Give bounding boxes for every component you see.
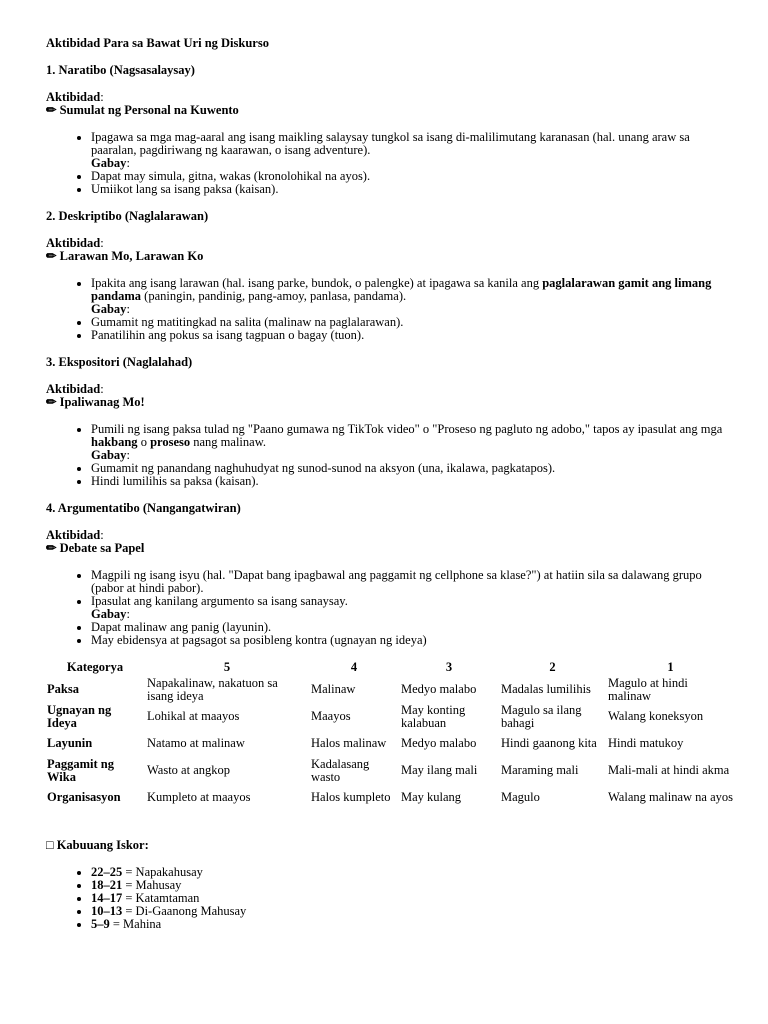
activity-list [46,569,736,647]
table-header-row [45,659,735,676]
section-heading: 3. Ekspositori (Naglalahad) [46,355,193,369]
list-item: • Pumili ng isang paksa tulad ng "Paano gumawa ng TikTok video" o "Proseso ng pagluto ng adobo," tapos ay ipasulat ang mga hakbang o proseso nang malinaw. Gabay: [91,423,736,462]
list-item: • Dapat may simula, gitna, wakas (kronolohikal na ayos). [91,170,736,183]
table-cell: Walang koneksyon [608,709,704,724]
table-cell: May kulang [401,790,462,805]
list-item: • Gumamit ng matitingkad na salita (malinaw na paglalarawan). [91,316,736,329]
kabuuang-iskor-heading: □ Kabuuang Iskor: [46,838,149,852]
column-header: 2 [549,660,556,675]
list-item: • Umiikot lang sa isang paksa (kaisan). [91,183,736,196]
list-item: • Dapat malinaw ang panig (layunin). [91,621,736,634]
activity-title: ✏ Sumulat ng Personal na Kuwento [46,103,239,117]
table-cell: Magulo [501,790,540,805]
table-cell: Magulo sa ilang bahagi [501,703,582,730]
table-cell: Medyo malabo [401,682,477,697]
list-item: • Panatilihin ang pokus sa isang tagpuan o bagay (tuon). [91,329,736,342]
list-item: • 10–13 = Di-Gaanong Mahusay [91,905,736,918]
table-cell: Maayos [311,709,351,724]
table-row [45,757,735,784]
list-item: • Magpili ng isang isyu (hal. "Dapat bang ipagbawal ang paggamit ng cellphone sa klase?") at hatiin sila sa dalawang grupo (pabor at hindi pabor). [91,569,736,595]
table-cell: Kumpleto at maayos [147,790,251,805]
list-item: • 22–25 = Napakahusay [91,866,736,879]
aktibidad-label: Aktibidad: [46,236,104,250]
section-ekspositori [46,356,736,488]
aktibidad-label: Aktibidad: [46,90,104,104]
table-cell: Malinaw [311,682,356,697]
table-cell: Layunin [47,736,93,751]
table-cell: Paggamit ng Wika [47,757,115,784]
table-cell: Medyo malabo [401,736,477,751]
list-item: • Hindi lumilihis sa paksa (kaisan). [91,475,736,488]
list-item: • Ipasulat ang kanilang argumento sa isang sanaysay. Gabay: [91,595,736,621]
aktibidad-label: Aktibidad: [46,528,104,542]
column-header: 5 [223,660,231,675]
table-cell: Napakalinaw, nakatuon sa isang ideya [147,676,278,703]
section-heading: 4. Argumentatibo (Nangangatwiran) [46,501,241,515]
table-cell: Hindi gaanong kita [501,736,597,751]
pencil-icon: ✏ [46,249,57,263]
column-header: 1 [667,660,674,675]
table-cell: Hindi matukoy [608,736,684,751]
table-row [45,784,735,811]
list-item: • Ipakita ang isang larawan (hal. isang parke, bundok, o palengke) at ipagawa sa kanila ang paglalarawan gamit ang limang pandama (paningin, pandinig, pang-amoy, panlasa, pandama). Gabay: [91,277,736,316]
pencil-icon: ✏ [46,541,57,555]
table-cell: Magulo at hindi malinaw [608,676,688,703]
pencil-icon: ✏ [46,103,57,117]
table-cell: Halos malinaw [311,736,387,751]
section-argumentatibo [46,502,736,647]
table-row [45,703,735,730]
activity-title: ✏ Larawan Mo, Larawan Ko [46,249,204,263]
table-cell: Walang malinaw na ayos [608,790,733,805]
table-cell: Natamo at malinaw [147,736,245,751]
section-heading: 1. Naratibo (Nagsasalaysay) [46,63,195,77]
section-naratibo [46,64,736,196]
table-cell: Kadalasang wasto [311,757,370,784]
checkbox-glyph-icon: □ [46,838,54,852]
table-cell: Lohikal at maayos [147,709,240,724]
column-header: Kategorya [66,660,124,675]
column-header: 3 [445,660,453,675]
table-cell: May konting kalabuan [401,703,466,730]
list-item: • 14–17 = Katamtaman [91,892,736,905]
list-item: • Ipagawa sa mga mag-aaral ang isang maikling salaysay tungkol sa isang di-malilimutang karanasan (hal. unang araw sa paaralan, pagdiriwang ng kaarawan, o isang adventure). Gabay: [91,131,736,170]
table-row [45,676,735,703]
list-item: • 18–21 = Mahusay [91,879,736,892]
table-cell: Halos kumpleto [311,790,391,805]
activity-title: ✏ Ipaliwanag Mo! [46,395,145,409]
activity-list [46,423,736,488]
table-cell: Madalas lumilihis [501,682,591,697]
list-item: • 5–9 = Mahina [91,918,736,931]
rubric-table [45,659,735,811]
document-title: Aktibidad Para sa Bawat Uri ng Diskurso [46,36,269,50]
table-cell: Paksa [47,682,79,697]
section-heading: 2. Deskriptibo (Naglalarawan) [46,209,209,223]
aktibidad-label: Aktibidad: [46,382,104,396]
list-item: • Gumamit ng panandang naghuhudyat ng sunod-sunod na aksyon (una, ikalawa, pagkatapos). [91,462,736,475]
table-cell: Maraming mali [501,763,579,778]
column-header: 4 [350,660,358,675]
table-cell: Ugnayan ng Ideya [47,703,112,730]
table-row [45,730,735,757]
table-cell: Mali-mali at hindi akma [608,763,730,778]
activity-list [46,131,736,196]
pencil-icon: ✏ [46,395,57,409]
document-page [46,37,736,931]
table-cell: Organisasyon [47,790,121,805]
score-list [46,866,736,931]
list-item: • May ebidensya at pagsagot sa posibleng kontra (ugnayan ng ideya) [91,634,736,647]
table-cell: Wasto at angkop [147,763,231,778]
section-deskriptibo [46,210,736,342]
activity-title: ✏ Debate sa Papel [46,541,145,555]
table-cell: May ilang mali [401,763,478,778]
activity-list [46,277,736,342]
